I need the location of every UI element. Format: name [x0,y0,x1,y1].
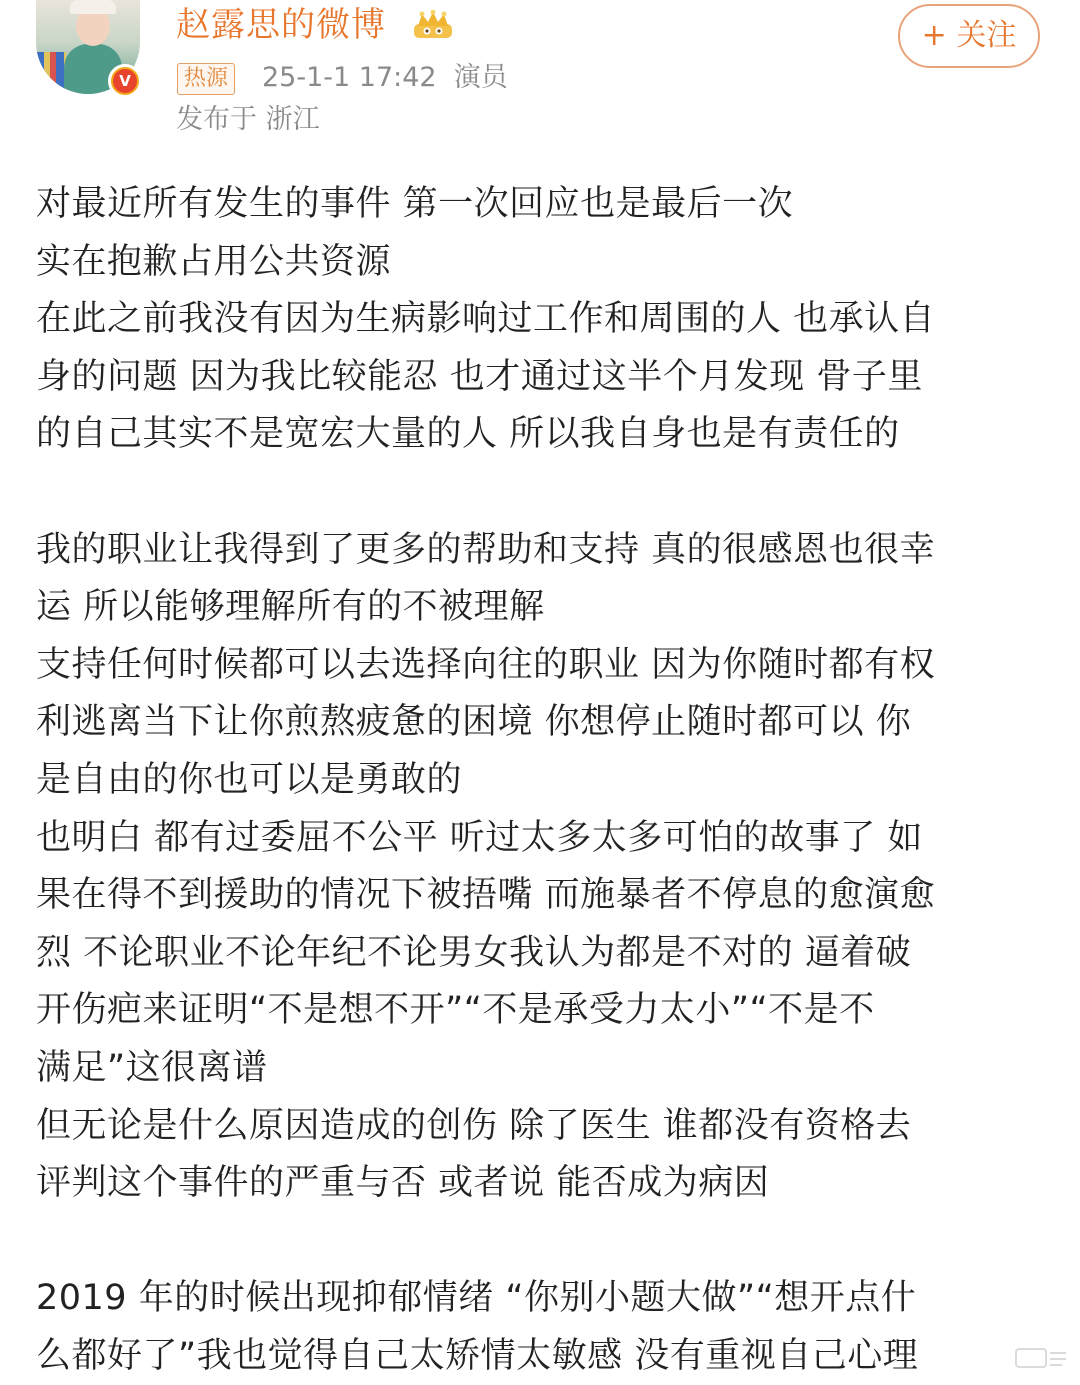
post-text-line: 评判这个事件的严重与否 或者说 能否成为病因 [36,1163,770,1204]
post-time-and-category: 25-1-1 17:42 演员 [262,62,508,93]
post-text-line [36,464,1056,522]
watermark-icon [1012,1343,1072,1373]
post-content [36,176,1056,1385]
post-text-line: 对最近所有发生的事件 第一次回应也是最后一次 [36,184,794,224]
post-text-line: 果在得不到援助的情况下被捂嘴 而施暴者不停息的愈演愈 [36,875,936,916]
post-text-line: 我的职业让我得到了更多的帮助和支持 真的很感恩也很幸 [36,529,936,570]
post-text-line [36,1213,1056,1271]
post-text-line: 2019 年的时候出现抑郁情绪 “你别小题大做”“想开点什 [36,1278,917,1319]
post-text-line: 身的问题 因为我比较能忍 也才通过这半个月发现 骨子里 [36,356,923,397]
post-text-line: 利逃离当下让你煎熬疲惫的困境 你想停止随时都可以 你 [36,702,912,743]
post-text-line: 的自己其实不是宽宏大量的人 所以我自身也是有责任的 [36,414,900,455]
post-text-line: 支持任何时候都可以去选择向往的职业 因为你随时都有权 [36,644,936,685]
crown-icon[interactable] [412,10,454,42]
post-text-line: 么都好了”我也觉得自己太矫情太敏感 没有重视自己心理 [36,1335,919,1376]
hot-source-tag[interactable]: 热源 [177,63,235,95]
avatar-hat [70,0,116,14]
avatar-background-shelf [36,52,66,94]
post-text-line: 但无论是什么原因造成的创伤 除了医生 谁都没有资格去 [36,1105,912,1146]
post-text-line: 在此之前我没有因为生病影响过工作和周围的人 也承认自 [36,299,936,340]
post-text-line: 是自由的你也可以是勇敢的 [36,759,463,800]
verified-icon: V [108,64,142,98]
post-location: 发布于 浙江 [176,104,320,135]
post-header [0,0,1080,150]
post-text-line: 满足”这很离谱 [36,1047,268,1088]
post-text-line: 开伤疤来证明“不是想不开”“不是承受力太小”“不是不 [36,990,875,1031]
username[interactable]: 赵露思的微博 [176,5,386,45]
post-text-line: 实在抱歉占用公共资源 [36,241,392,282]
post-text-line: 运 所以能够理解所有的不被理解 [36,587,545,628]
post-text-line: 烈 不论职业不论年纪不论男女我认为都是不对的 逼着破 [36,932,912,973]
follow-button[interactable]: + 关注 [898,4,1040,68]
post-text-line: 也明白 都有过委屈不公平 听过太多太多可怕的故事了 如 [36,817,923,858]
